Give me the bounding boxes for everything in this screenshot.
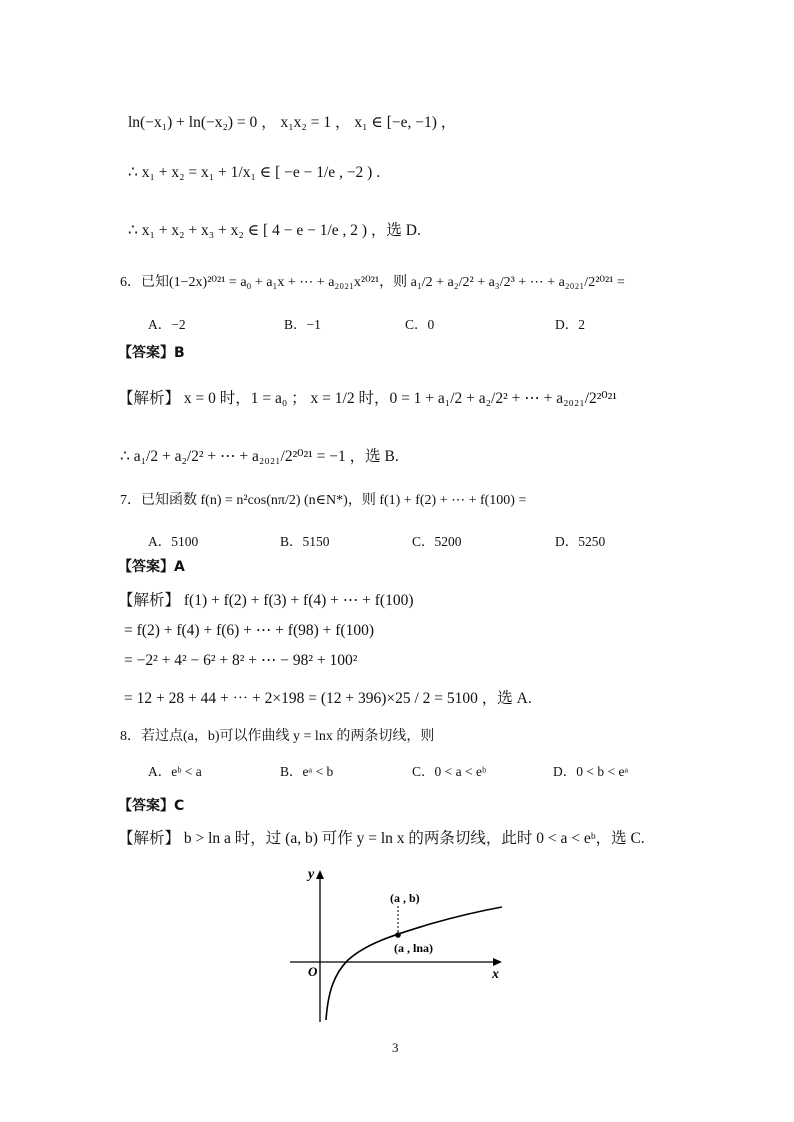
point-curve-label: (a , lna) [394,941,433,955]
x-axis-arrow-icon [493,958,502,966]
x-axis-label: x [492,967,499,982]
y-axis-arrow-icon [316,870,324,879]
solution-line-1: ln(−x₁) + ln(−x₂) = 0 ， x₁x₂ = 1 ， x₁ ∈ [−e, −1) ， [128,114,457,131]
q7-option-b: B．5150 [280,534,330,549]
q8-option-a: A．eᵇ < a [148,764,202,779]
page-number: 3 [392,1040,399,1055]
solution-7b: = f(2) + f(4) + f(6) + ⋯ + f(98) + f(100) [124,622,374,639]
answer-6: 【答案】B [118,345,185,361]
q6-option-b: B．−1 [284,317,321,332]
q8-option-b: B．eᵃ < b [280,764,334,779]
q7-option-c: C．5200 [412,534,462,549]
solution-8: 【解析】 b > ln a 时，过 (a, b) 可作 y = ln x 的两条切线，此时 0 < a < eᵇ，选 C. [118,830,645,847]
origin-label: O [308,964,318,979]
question-8: 8．若过点(a，b)可以作曲线 y = lnx 的两条切线，则 [120,729,435,744]
solution-6a: 【解析】 x = 0 时，1 = a₀ ； x = 1/2 时，0 = 1 + a₁/2 + a₂/2² + ⋯ + a₂₀₂₁/2²⁰²¹ [118,390,617,407]
curve-point [395,932,401,938]
q7-option-d: D．5250 [555,534,606,549]
solution-line-2: ∴ x₁ + x₂ = x₁ + 1/x₁ ∈ [ −e − 1/e , −2 ) . [128,164,381,181]
q8-option-c: C．0 < a < eᵇ [412,764,487,779]
q7-option-a: A．5100 [148,534,199,549]
question-6: 6．已知(1−2x)²⁰²¹ = a₀ + a₁x + ⋯ + a₂₀₂₁x²⁰²¹，则 a₁/2 + a₂/2² + a₃/2³ + ⋯ + a₂₀₂₁/2²⁰²¹ = [120,275,625,290]
answer-7: 【答案】A [118,559,185,575]
q6-option-d: D．2 [555,317,585,332]
q6-option-a: A．−2 [148,317,186,332]
solution-line-3: ∴ x₁ + x₂ + x₃ + x₂ ∈ [ 4 − e − 1/e , 2 ) ，选 D. [128,222,421,239]
answer-8: 【答案】C [118,798,185,814]
tangent-figure [280,862,520,1030]
solution-6b: ∴ a₁/2 + a₂/2² + ⋯ + a₂₀₂₁/2²⁰²¹ = −1 ，选 B. [120,448,399,465]
question-7: 7．已知函数 f(n) = n²cos(nπ/2) (n∈N*)，则 f(1) + f(2) + ⋯ + f(100) = [120,493,527,508]
solution-7a: 【解析】 f(1) + f(2) + f(3) + f(4) + ⋯ + f(100) [118,592,414,609]
q8-option-d: D．0 < b < eᵃ [553,764,629,779]
solution-7d: = 12 + 28 + 44 + ⋯ + 2×198 = (12 + 396)×25 / 2 = 5100 ，选 A. [124,690,532,707]
solution-7c: = −2² + 4² − 6² + 8² + ⋯ − 98² + 100² [124,652,358,669]
q6-option-c: C．0 [405,317,435,332]
ln-curve [326,907,502,1020]
point-top-label: (a , b) [390,891,420,905]
y-axis-label: y [308,867,315,882]
